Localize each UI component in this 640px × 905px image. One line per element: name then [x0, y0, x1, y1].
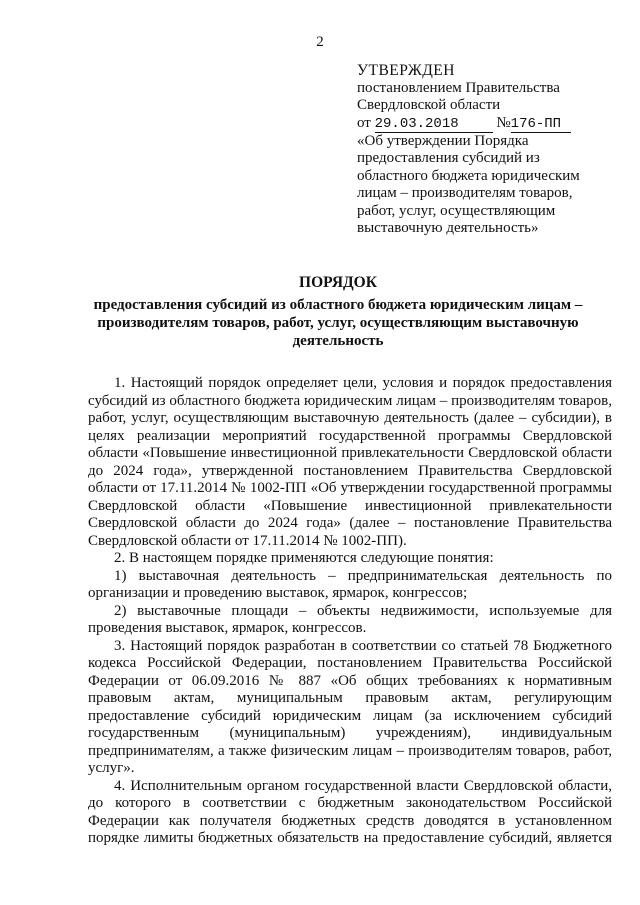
approval-stamp — [357, 62, 607, 238]
document-title: ПОРЯДОК — [299, 274, 377, 291]
approval-date-field — [375, 116, 493, 133]
paragraph-3: 3. Настоящий порядок разработан в соответствии со статьей 78 Бюджетного кодекса Российской Федерации, постановлением Правительства Российской Федерации от 06.09.2016 № 887 «Об общих требованиях к нормативным правовым актам, муниципальным правовым актам, регулирующим предоставление субсидий юридическим лицам (за исключением субсидий государственным (муниципальным) учреждениям), индивидуальным предпринимателям, а также физическим лицам – производителям товаров, работ, услуг». — [88, 637, 612, 776]
document-subtitle: предоставления субсидий из областного бюджета юридическим лицам – производителям товаров, работ, услуг, осуществляющим выставочную деятельность — [93, 297, 583, 349]
approval-line: Свердловской области — [357, 97, 501, 113]
page-number: 2 — [316, 34, 324, 50]
approval-line: постановлением Правительства — [357, 79, 560, 96]
approval-date-row — [357, 115, 607, 133]
approval-heading: УТВЕРЖДЕН — [357, 62, 455, 79]
approval-number: 176-ПП — [510, 115, 562, 132]
approval-subject: «Об утверждении Порядка предоставления субсидий из областного бюджета юридическим лицам – производителям товаров, работ, услуг, осуществляющим выставочную деятельность» — [357, 132, 580, 236]
approval-date: 29.03.2018 — [374, 115, 459, 132]
paragraph-2-2: 2) выставочные площади – объекты недвижимости, используемые для проведения выставок, ярмарок, конгрессов. — [88, 602, 612, 636]
paragraph-4: 4. Исполнительным органом государственной власти Свердловской области, до которого в соответствии с бюджетным законодательством Российской Федерации как получателя бюджетных средств доводятся в установленном порядке лимиты бюджетных обязательств на предоставление субсидий, является — [88, 777, 612, 846]
paragraph-2: 2. В настоящем порядке применяются следующие понятия: — [114, 550, 494, 566]
paragraph-2-1: 1) выставочная деятельность – предпринимательская деятельность по организации и проведению выставок, ярмарок, конгрессов; — [88, 567, 612, 601]
paragraph-1: 1. Настоящий порядок определяет цели, условия и порядок предоставления субсидий из областного бюджета юридическим лицам – производителям товаров, работ, услуг, осуществляющим выставочную деятельность (далее – субсидии), в целях реализации мероприятий государственной программы Свердловской области «Повышение инвестиционной привлекательности Свердловской области до 2024 года», утвержденной постановлением Правительства Свердловской области от 17.11.2014 № 1002-ПП «Об утверждении государственной программы Свердловской области «Повышение инвестиционной привлекательности Свердловской области до 2024 года» (далее – постановление Правительства Свердловской области от 17.11.2014 № 1002-ПП). — [88, 375, 612, 549]
document-body — [88, 375, 612, 848]
date-prefix: от — [357, 114, 371, 131]
number-prefix: № — [496, 114, 511, 131]
document-title-block — [78, 274, 598, 350]
approval-number-field — [511, 116, 571, 133]
